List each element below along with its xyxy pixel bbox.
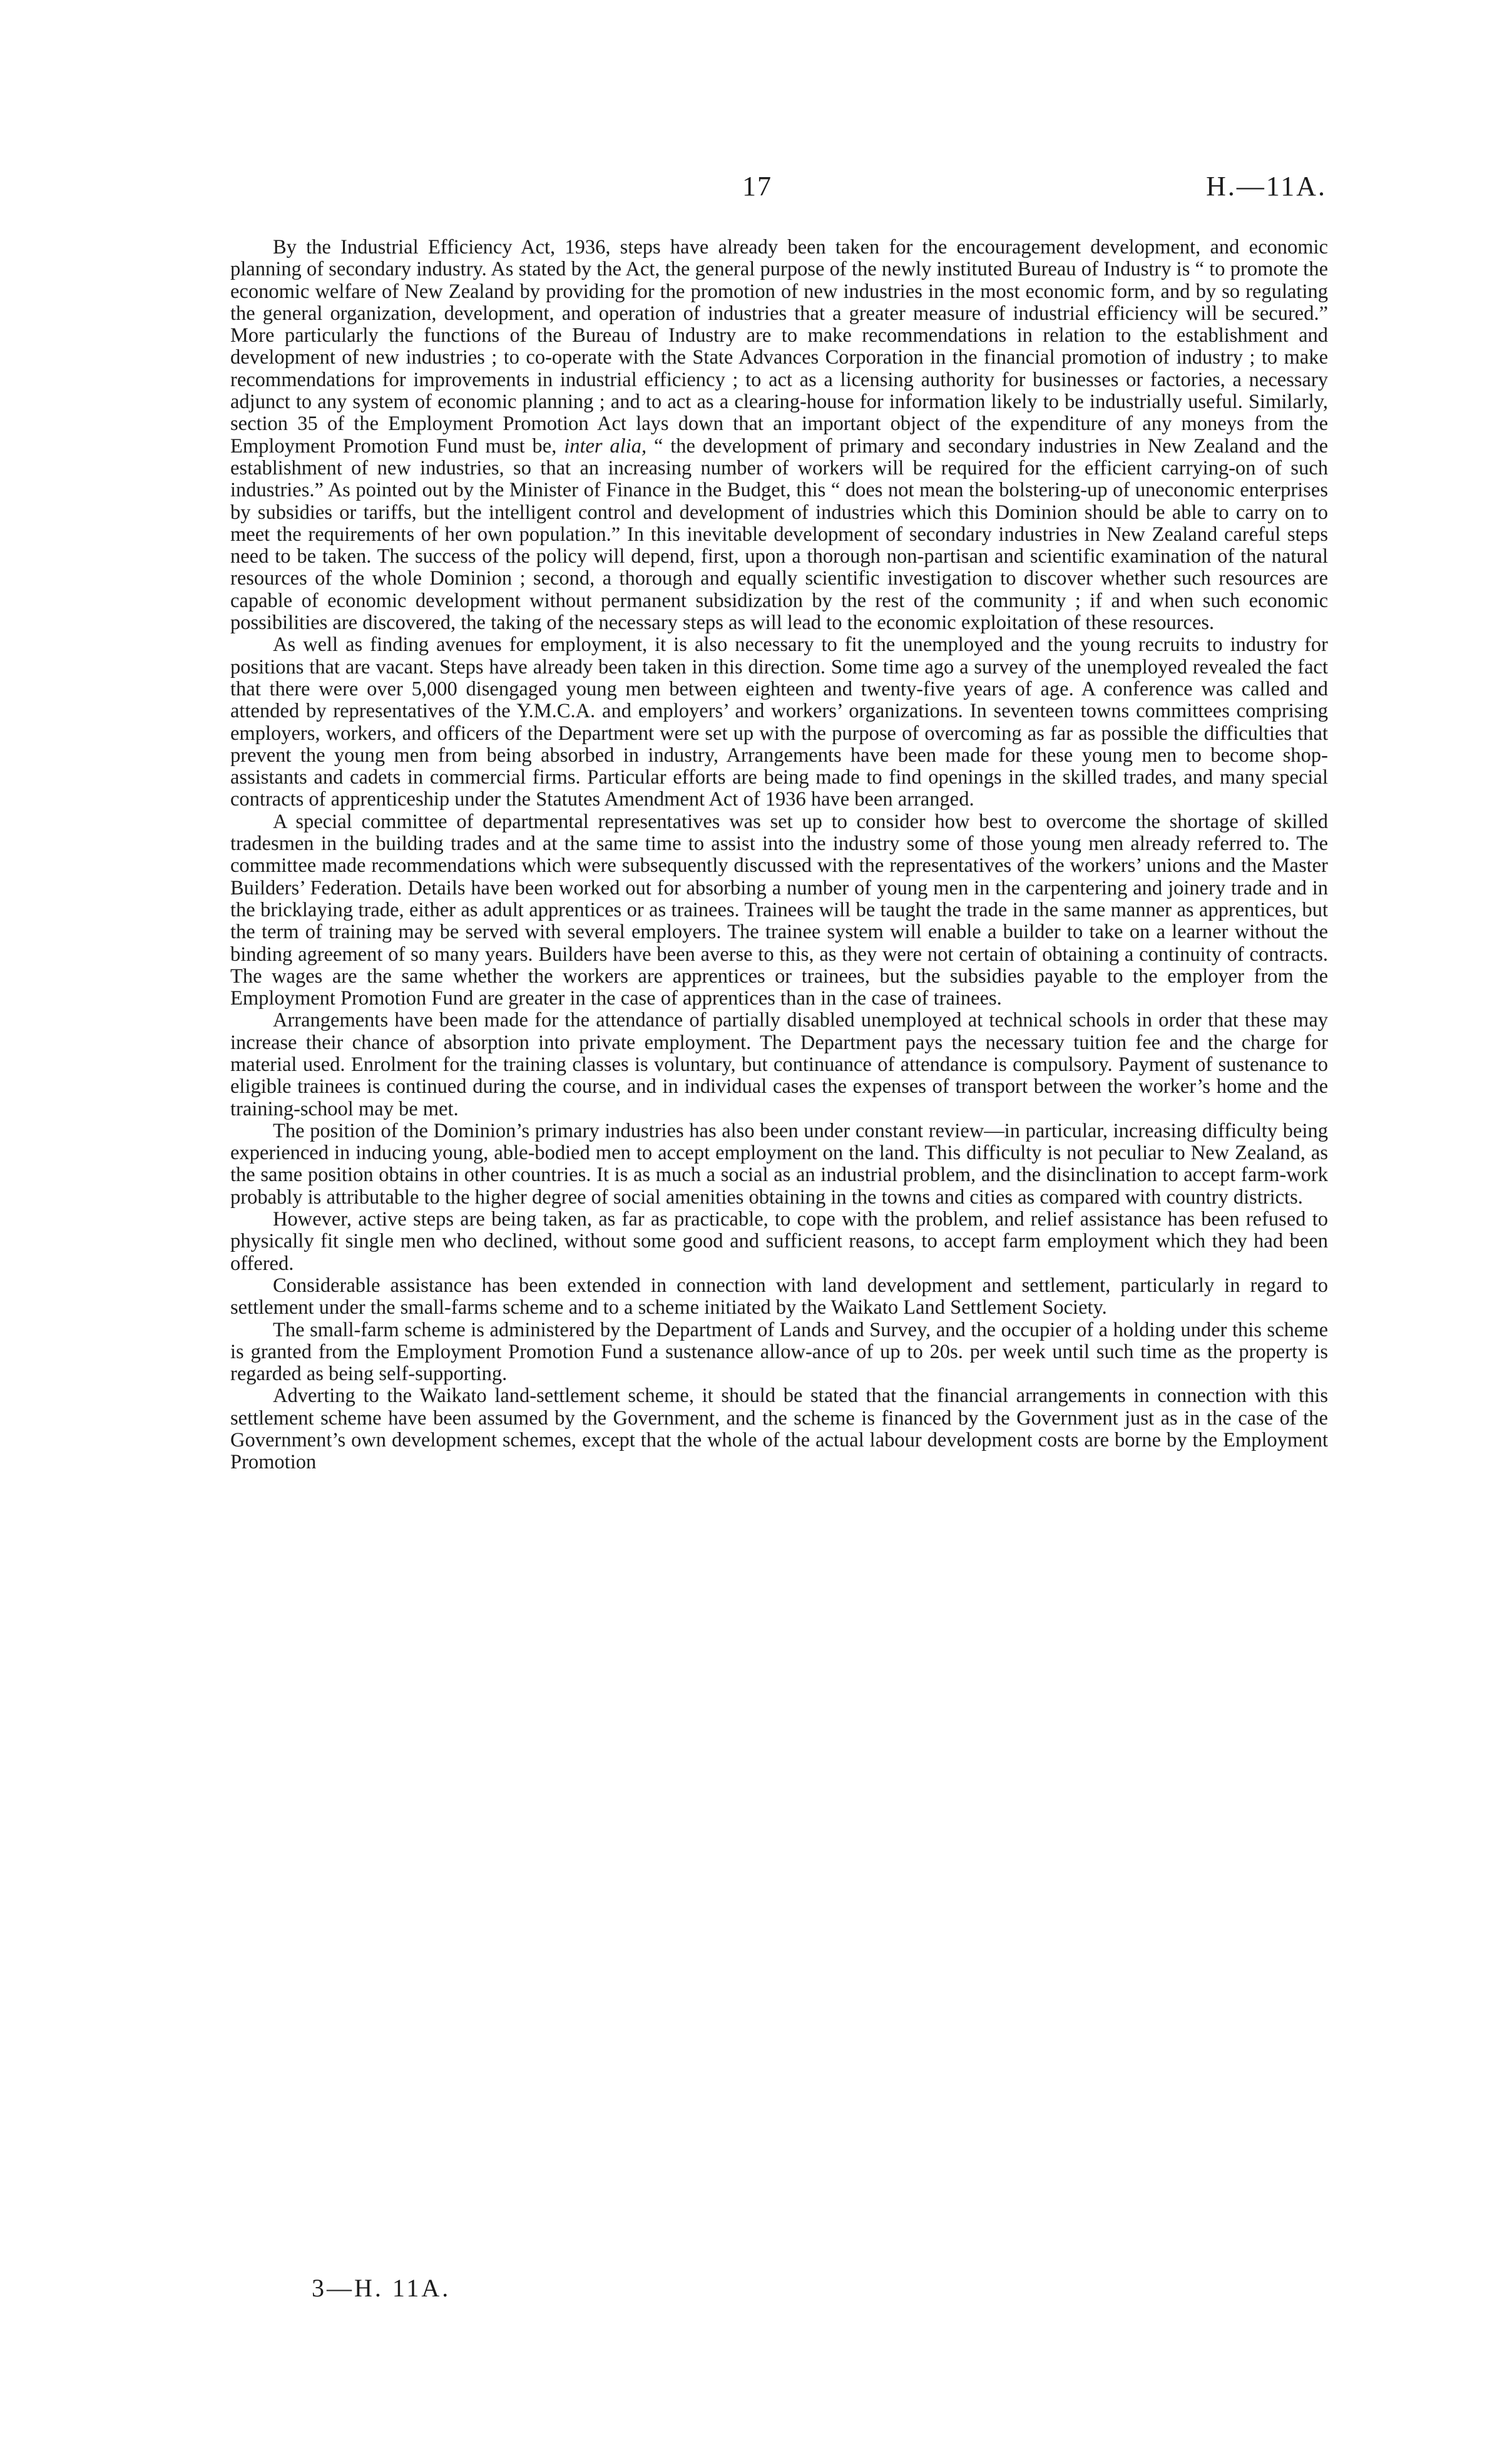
paragraph-industrial-efficiency xyxy=(230,237,1328,634)
page-number: 17 xyxy=(742,171,772,202)
paragraph-waikato-scheme: Adverting to the Waikato land-settlement scheme, it should be stated that the financial arrangements in connection with this settlement scheme have been assumed by the Government, and the scheme is financed by the Government just as in the case of the Government’s own development schemes, except that the whole of the actual labour development costs are borne by the Employment Promotion xyxy=(230,1384,1328,1474)
paper-code: H.—11A. xyxy=(1206,171,1327,202)
paragraph-text: By the Industrial Efficiency Act, 1936, steps have already been taken for the encouragement development, and economic planning of secondary industry. As stated by the Act, the general purpose of the newly instituted Bureau of Industry is “ to promote the economic welfare of New Zealand by providing for the promotion of new industries in the most economic form, and by so regulating the general organization, development, and operation of industries that a greater measure of industrial efficiency will be secured.” More particularly the functions of the Bureau of Industry are to make recommendations in relation to the establishment and development of new industries ; to co-operate with the State Advances Corporation in the financial promotion of industry ; to make recommendations for improvements in industrial efficiency ; to act as a licensing authority for businesses or factories, a necessary adjunct to any system of economic planning ; and to act as a clearing-house for information likely to be industrially useful. Similarly, section 35 of the Employment Promotion Act lays down that an important object of the expenditure of any moneys from the Employment Promotion Fund must be, xyxy=(230,236,1328,458)
body-text xyxy=(230,237,1328,1474)
paragraph-building-trades: A special committee of departmental representatives was set up to consider how best to overcome the shortage of skilled tradesmen in the building trades and at the same time to assist into the industry some of those young men already referred to. The committee made recommendations which were subsequently discussed with the representatives of the workers’ unions and the Master Builders’ Federation. Details have been worked out for absorbing a number of young men in the carpentering and joinery trade and in the bricklaying trade, either as adult apprentices or as trainees. Trainees will be taught the trade in the same manner as apprentices, but the term of training may be served with several employers. The trainee system will enable a builder to take on a learner without the binding agreement of so many years. Builders have been averse to this, as they were not certain of obtaining a continuity of contracts. The wages are the same whether the workers are apprentices or trainees, but the subsidies payable to the employer from the Employment Promotion Fund are greater in the case of apprentices than in the case of trainees. xyxy=(230,810,1328,1010)
paragraph-relief-assistance: However, active steps are being taken, as far as practicable, to cope with the problem, and relief assistance has been refused to physically fit single men who declined, without some good and sufficient reasons, to accept farm employment which they had been offered. xyxy=(230,1208,1328,1275)
printer-signature: 3—H. 11A. xyxy=(312,2274,451,2302)
latin-phrase: inter alia, xyxy=(564,434,647,458)
paragraph-primary-industries: The position of the Dominion’s primary industries has also been under constant review—in particular, increasing difficulty being experienced in inducing young, able-bodied men to accept employment on the land. This difficulty is not peculiar to New Zealand, as the same position obtains in other countries. It is as much a social as an industrial problem, and the disinclination to accept farm-work probably is attributable to the higher degree of social amenities obtaining in the towns and cities as compared with country districts. xyxy=(230,1119,1328,1209)
paragraph-young-recruits: As well as finding avenues for employment, it is also necessary to fit the unemployed and the young recruits to industry for positions that are vacant. Steps have already been taken in this direction. Some time ago a survey of the unemployed revealed the fact that there were over 5,000 disengaged young men between eighteen and twenty-five years of age. A conference was called and attended by representatives of the Y.M.C.A. and employers’ and workers’ organizations. In seventeen towns committees comprising employers, workers, and officers of the Department were set up with the purpose of overcoming as far as possible the difficulties that prevent the young men from being absorbed in industry, Arrangements have been made for these young men to become shop-assistants and cadets in commercial firms. Particular efforts are being made to find openings in the skilled trades, and many special contracts of apprenticeship under the Statutes Amendment Act of 1936 have been arranged. xyxy=(230,633,1328,811)
paragraph-small-farm-scheme: The small-farm scheme is administered by the Department of Lands and Survey, and the occupier of a holding under this scheme is granted from the Employment Promotion Fund a sustenance allow-ance of up to 20s. per week until such time as the property is regarded as being self-supporting. xyxy=(230,1318,1328,1386)
paragraph-text-continued: “ the development of primary and secondary industries in New Zealand and the establishment of new industries, so that an increasing number of workers will be required for the efficient carrying-on of such industries.” As pointed out by the Minister of Finance in the Budget, this “ does not mean the bolstering-up of uneconomic enterprises by subsidies or tariffs, but the intelligent control and development of industries which this Dominion should be able to carry on to meet the requirements of her own population.” In this inevitable development of secondary industries in New Zealand careful steps need to be taken. The success of the policy will depend, first, upon a thorough non-partisan and scientific examination of the natural resources of the whole Dominion ; second, a thorough and equally scientific investigation to discover whether such resources are capable of economic development without permanent subsidization by the rest of the community ; if and when such economic possibilities are discovered, the taking of the necessary steps as will lead to the economic exploitation of these resources. xyxy=(230,434,1328,635)
paragraph-disabled-unemployed: Arrangements have been made for the attendance of partially disabled unemployed at technical schools in order that these may increase their chance of absorption into private employment. The Department pays the necessary tuition fee and the charge for material used. Enrolment for the training classes is voluntary, but continuance of attendance is compulsory. Payment of sustenance to eligible trainees is continued during the course, and in individual cases the expenses of transport between the worker’s home and the training-school may be met. xyxy=(230,1009,1328,1120)
paragraph-land-settlement: Considerable assistance has been extended in connection with land development and settlement, particularly in regard to settlement under the small-farms scheme and to a scheme initiated by the Waikato Land Settlement Society. xyxy=(230,1274,1328,1319)
